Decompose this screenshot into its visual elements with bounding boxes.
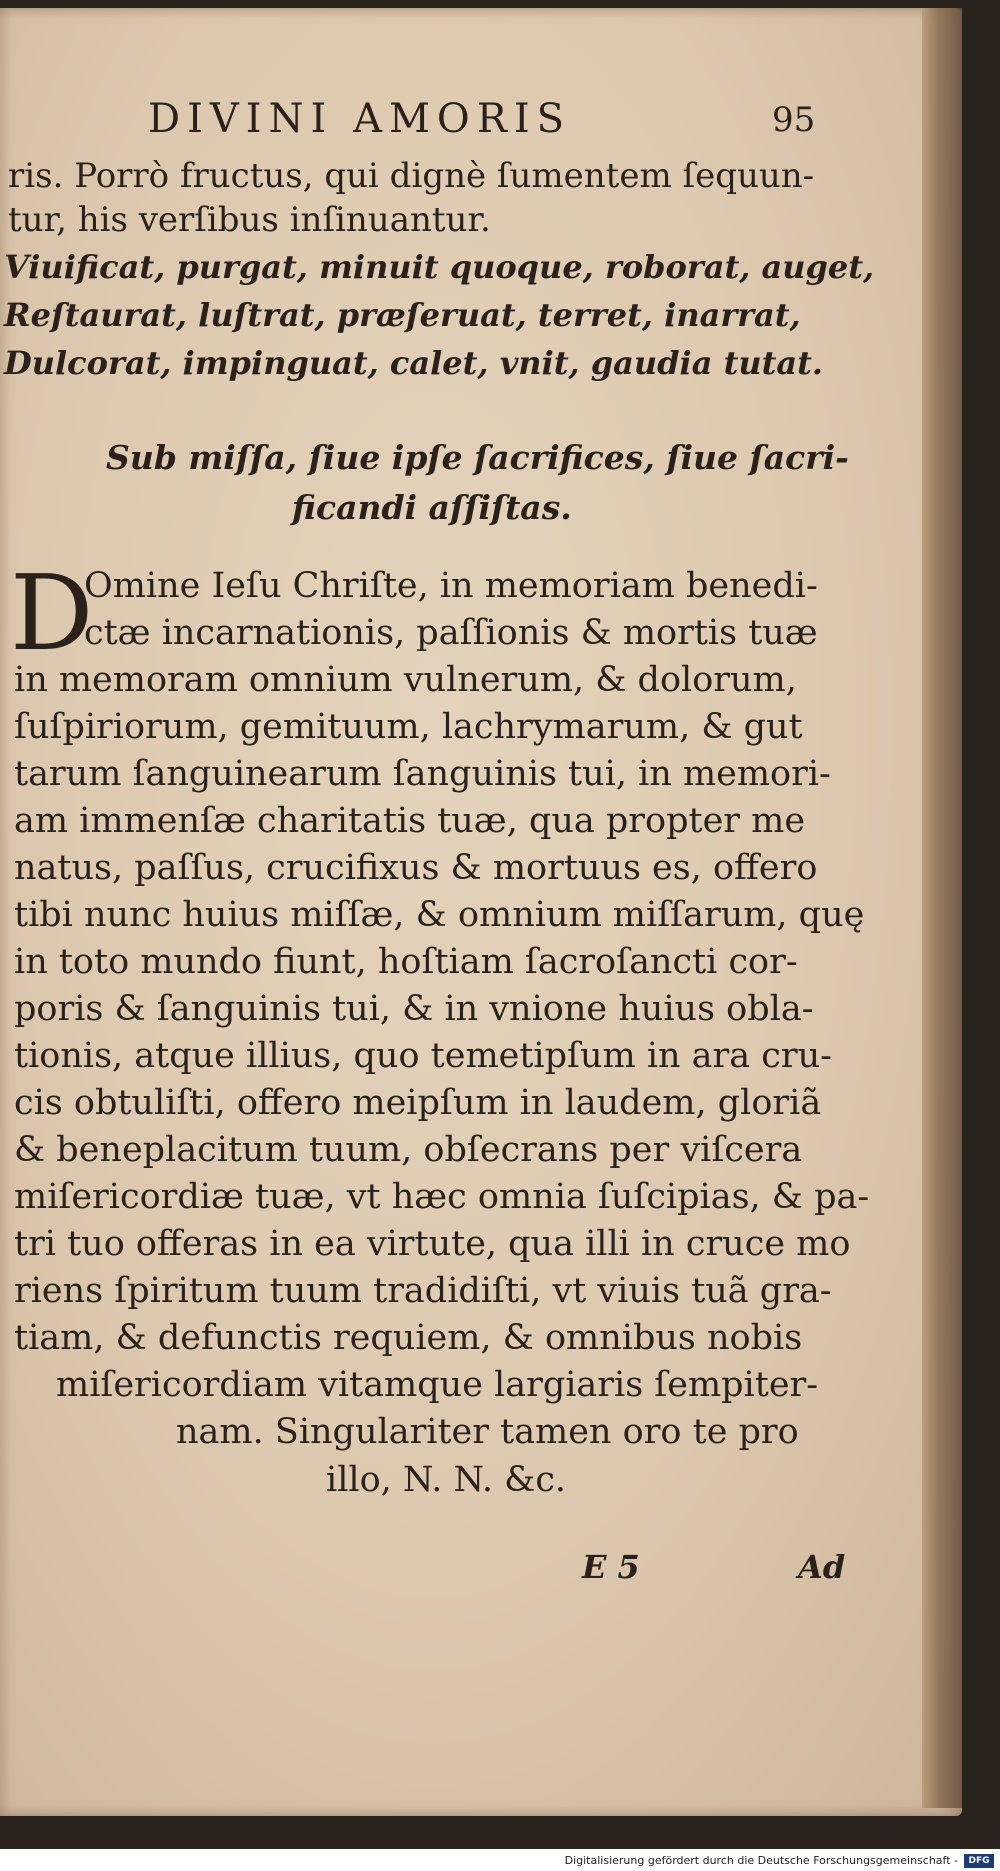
verse-line: Dulcorat, impinguat, calet, vnit, gaudia tutat.: [4, 344, 824, 382]
text-line: tarum ſanguinearum ſanguinis tui, in memori-: [14, 754, 831, 794]
intro-line: tur, his verſibus inſinuantur.: [8, 200, 491, 240]
text-line: ctæ incarnationis, paſſionis & mortis tuæ: [84, 613, 818, 653]
text-line: cis obtuliſti, offero meipſum in laudem, gloriã: [14, 1083, 822, 1123]
text-line: & beneplacitum tuum, obſecrans per viſcera: [14, 1130, 803, 1170]
intro-line: ris. Porrò fructus, qui dignè ſumentem ſequun-: [8, 156, 815, 196]
verse-line: Viuificat, purgat, minuit quoque, roborat, auget,: [4, 248, 875, 286]
text-line: poris & ſanguinis tui, & in vnione huius obla-: [14, 989, 814, 1029]
text-line: miſericordiam vitamque largiaris ſempiter-: [56, 1365, 819, 1405]
text-line: tri tuo offeras in ea virtute, qua illi in cruce mo: [14, 1224, 851, 1264]
text-line: Omine Ieſu Chriſte, in memoriam benedi-: [84, 566, 818, 606]
text-line: riens ſpiritum tuum tradidiſti, vt viuis tuã gra-: [14, 1271, 832, 1311]
text-line: tiam, & defunctis requiem, & omnibus nobis: [14, 1318, 803, 1358]
text-line: illo, N. N. &c.: [326, 1460, 567, 1500]
section-heading-line: ficandi aſſiſtas.: [292, 488, 572, 527]
text-line: tibi nunc huius miſſæ, & omnium miſſarum, quę: [14, 895, 865, 935]
drop-cap: D: [10, 552, 94, 674]
page-edge: [922, 8, 962, 1808]
text-line: nam. Singulariter tamen oro te pro: [176, 1412, 799, 1452]
text-line: miſericordiæ tuæ, vt hæc omnia ſuſcipias, & pa-: [14, 1177, 870, 1217]
signature-mark: E 5: [582, 1548, 640, 1586]
text-line: natus, paſſus, crucifixus & mortuus es, offero: [14, 848, 818, 888]
section-heading-line: Sub miſſa, ſiue ipſe ſacrifices, ſiue ſacri-: [106, 438, 849, 477]
text-line: am immenſæ charitatis tuæ, qua propter me: [14, 801, 806, 841]
text-line: tionis, atque illius, quo temetipſum in ara cru-: [14, 1036, 832, 1076]
text-line: ſuſpiriorum, gemituum, lachrymarum, & gut: [14, 707, 803, 747]
verse-line: Reſtaurat, luſtrat, præſeruat, terret, inarrat,: [4, 296, 801, 334]
footer-bar: [0, 1849, 1000, 1871]
book-page: [0, 8, 962, 1816]
dfg-logo: DFG: [964, 1854, 994, 1868]
running-head: DIVINI AMORIS: [148, 96, 572, 142]
text-line: in toto mundo fiunt, hoſtiam ſacroſancti cor-: [14, 942, 798, 982]
page-number: 95: [772, 100, 816, 140]
digitization-credit: Digitalisierung gefördert durch die Deutsche Forschungsgemeinschaft -: [564, 1854, 958, 1867]
catchword: Ad: [798, 1548, 846, 1586]
text-line: in memoram omnium vulnerum, & dolorum,: [14, 660, 797, 700]
